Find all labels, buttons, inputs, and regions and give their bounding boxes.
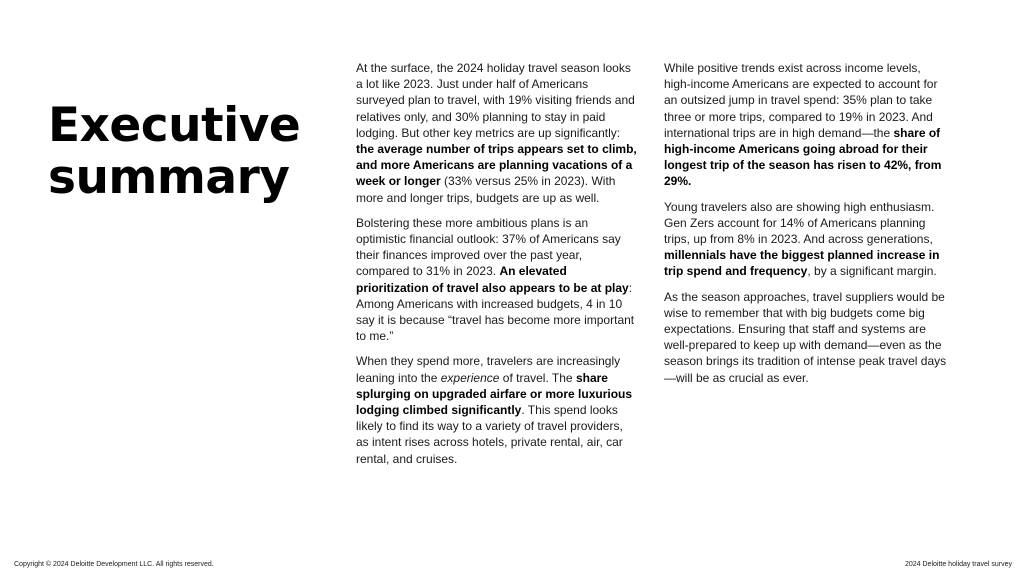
- right-text-column: [664, 60, 950, 395]
- survey-name-footer: 2024 Deloitte holiday travel survey: [904, 561, 1012, 568]
- paragraph-2-text-1: Bolstering these more ambitious plans is an optimistic financial outlook: 37% of Americans say their finances improved over the past year, compared to 31% in 2023.: [356, 215, 621, 279]
- paragraph-6-text-1: As the season approaches, travel suppliers would be wise to remember that with big budgets come big expectations. Ensuring that staff and systems are well-prepared to keep up with demand—even as the season brings its tradition of intense peak travel days—will be as crucial as ever.: [664, 289, 947, 385]
- page-title-line-2: summary: [48, 150, 290, 205]
- paragraph-6: [664, 289, 950, 386]
- paragraph-1-text-2: (33% versus 25% in 2023). With more and longer trips, budgets are up as well.: [356, 174, 616, 205]
- paragraph-1-bold-1: the average number of trips appears set to climb, and more Americans are planning vacations of a week or longer: [356, 142, 637, 189]
- paragraph-4-text-1: While positive trends exist across income levels, high-income Americans are expected to account for an outsized jump in travel spend: 35% plan to take three or more trips, compared to 19% in 2023. And international trips are in high demand—the: [664, 61, 938, 140]
- paragraph-4: [664, 60, 950, 190]
- left-text-column: [356, 60, 638, 476]
- paragraph-4-bold-1: share of high-income Americans going abroad for their longest trip of the season has risen to 42%, from 29%.: [664, 125, 942, 189]
- copyright-notice: Copyright © 2024 Deloitte Development LLC. All rights reserved.: [14, 561, 214, 568]
- paragraph-3-text-3: . This spend looks likely to find its way to a variety of travel providers, as intent rises across hotels, private rental, air, car rental, and cruises.: [356, 403, 623, 466]
- paragraph-2-bold-1: An elevated prioritization of travel also appears to be at play: [356, 264, 629, 295]
- paragraph-5-bold-1: millennials have the biggest planned increase in trip spend and frequency: [664, 248, 940, 279]
- paragraph-3-bold-1: share splurging on upgraded airfare or more luxurious lodging climbed significantly: [356, 370, 633, 418]
- page-title-line-1: Executive: [48, 98, 301, 153]
- paragraph-3-text-1: When they spend more, travelers are increasingly leaning into the: [356, 354, 621, 385]
- paragraph-3-italic-1: experience: [440, 370, 500, 385]
- paragraph-5-text-1: Young travelers also are showing high enthusiasm. Gen Zers account for 14% of Americans planning trips, up from 8% in 2023. And across generations,: [664, 199, 935, 247]
- paragraph-1: [356, 60, 638, 206]
- paragraph-5-text-2: , by a significant margin.: [807, 264, 937, 279]
- paragraph-3-text-2: of travel. The: [499, 370, 576, 385]
- paragraph-1-text-1: At the surface, the 2024 holiday travel season looks a lot like 2023. Just under half of Americans surveyed plan to travel, with 19% visiting friends and relatives only, and 30% planning to stay in paid lodging. But other key metrics are up significantly:: [356, 61, 635, 140]
- paragraph-2: [356, 215, 638, 345]
- paragraph-3: [356, 353, 638, 466]
- paragraph-5: [664, 199, 950, 280]
- page-title: [48, 100, 300, 204]
- paragraph-2-text-2: : Among Americans with increased budgets, 4 in 10 say it is because “travel has become more important to me.”: [356, 280, 635, 344]
